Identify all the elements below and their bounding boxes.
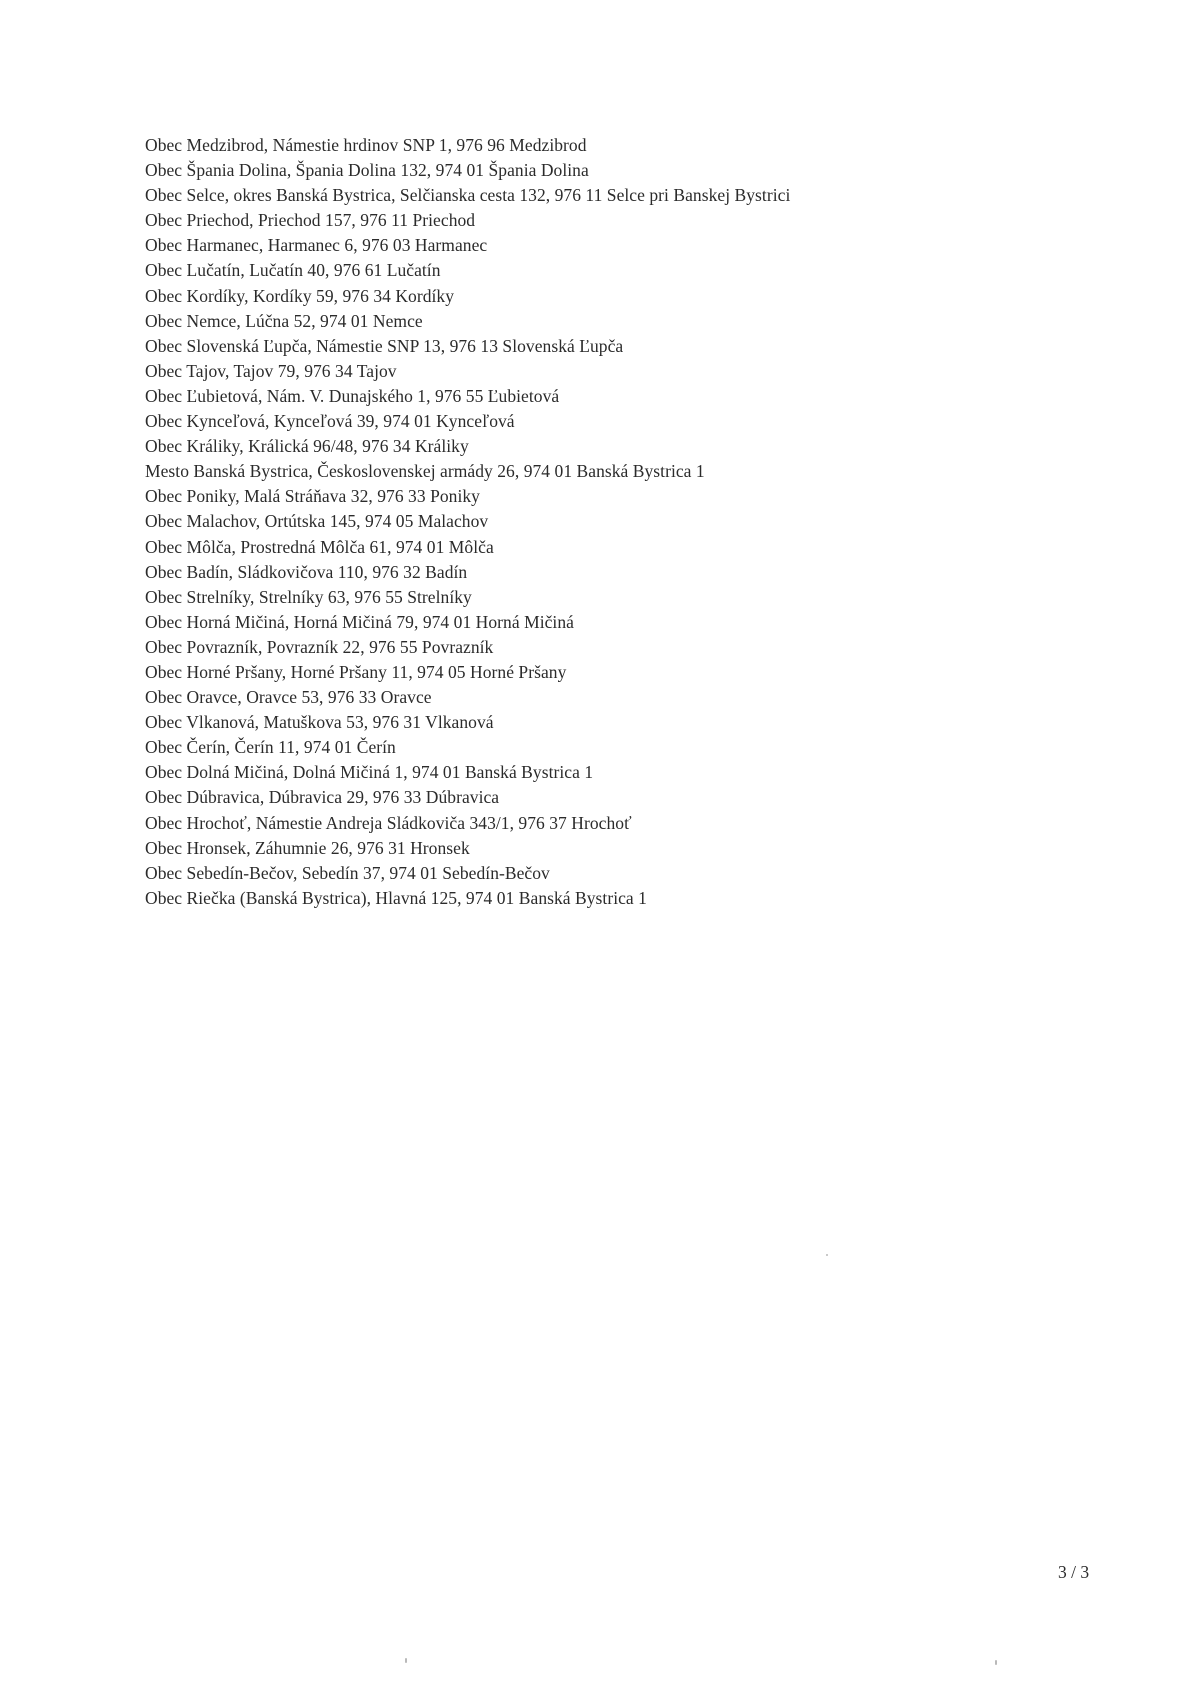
address-line: Obec Malachov, Ortútska 145, 974 05 Malachov bbox=[145, 511, 489, 532]
address-line: Obec Strelníky, Strelníky 63, 976 55 Strelníky bbox=[145, 586, 472, 607]
address-line: Obec Kordíky, Kordíky 59, 976 34 Kordíky bbox=[145, 285, 455, 306]
address-line: Obec Môlča, Prostredná Môlča 61, 974 01 Môlča bbox=[145, 536, 494, 557]
address-line: Obec Horné Pršany, Horné Pršany 11, 974 05 Horné Pršany bbox=[145, 661, 567, 682]
address-line: Obec Riečka (Banská Bystrica), Hlavná 125, 974 01 Banská Bystrica 1 bbox=[145, 887, 647, 908]
address-line: Obec Hrochoť, Námestie Andreja Sládkoviča 343/1, 976 37 Hrochoť bbox=[145, 812, 632, 833]
address-line: Obec Ľubietová, Nám. V. Dunajského 1, 976 55 Ľubietová bbox=[145, 385, 560, 406]
address-line: Obec Kynceľová, Kynceľová 39, 974 01 Kynceľová bbox=[145, 411, 515, 432]
address-line: Obec Špania Dolina, Špania Dolina 132, 974 01 Špania Dolina bbox=[145, 160, 589, 181]
address-line: Obec Dúbravica, Dúbravica 29, 976 33 Dúbravica bbox=[145, 787, 500, 808]
address-line: Obec Horná Mičiná, Horná Mičiná 79, 974 01 Horná Mičiná bbox=[145, 611, 574, 632]
address-line: Obec Oravce, Oravce 53, 976 33 Oravce bbox=[145, 687, 432, 708]
address-line: Obec Povrazník, Povrazník 22, 976 55 Povrazník bbox=[145, 636, 494, 657]
address-line: Obec Priechod, Priechod 157, 976 11 Priechod bbox=[145, 210, 476, 231]
address-line: Obec Selce, okres Banská Bystrica, Selčianska cesta 132, 976 11 Selce pri Banskej Bystrici bbox=[145, 185, 791, 206]
address-line: Obec Poniky, Malá Stráňava 32, 976 33 Poniky bbox=[145, 486, 480, 507]
address-line: Obec Medzibrod, Námestie hrdinov SNP 1, 976 96 Medzibrod bbox=[145, 135, 587, 155]
address-line: Obec Tajov, Tajov 79, 976 34 Tajov bbox=[145, 360, 397, 381]
address-line: Obec Nemce, Lúčna 52, 974 01 Nemce bbox=[145, 310, 423, 331]
scan-speck bbox=[995, 1660, 997, 1665]
address-line: Obec Vlkanová, Matuškova 53, 976 31 Vlkanová bbox=[145, 712, 494, 733]
address-line: Obec Čerín, Čerín 11, 974 01 Čerín bbox=[145, 737, 396, 758]
scan-speck bbox=[826, 1254, 828, 1256]
address-line: Obec Lučatín, Lučatín 40, 976 61 Lučatín bbox=[145, 260, 441, 281]
address-line: Obec Harmanec, Harmanec 6, 976 03 Harmanec bbox=[145, 235, 488, 256]
address-line: Obec Hronsek, Záhumnie 26, 976 31 Hronsek bbox=[145, 837, 470, 858]
page-number: 3 / 3 bbox=[1058, 1562, 1090, 1582]
address-line: Obec Slovenská Ľupča, Námestie SNP 13, 976 13 Slovenská Ľupča bbox=[145, 335, 624, 356]
scan-speck bbox=[405, 1658, 407, 1663]
address-line: Obec Sebedín-Bečov, Sebedín 37, 974 01 Sebedín-Bečov bbox=[145, 862, 550, 883]
address-line: Obec Králiky, Králická 96/48, 976 34 Králiky bbox=[145, 436, 469, 457]
address-line: Obec Dolná Mičiná, Dolná Mičiná 1, 974 01 Banská Bystrica 1 bbox=[145, 762, 594, 783]
address-line: Obec Badín, Sládkovičova 110, 976 32 Badín bbox=[145, 561, 468, 582]
municipality-address-list bbox=[145, 133, 1145, 911]
address-line: Mesto Banská Bystrica, Československej armády 26, 974 01 Banská Bystrica 1 bbox=[145, 461, 705, 482]
